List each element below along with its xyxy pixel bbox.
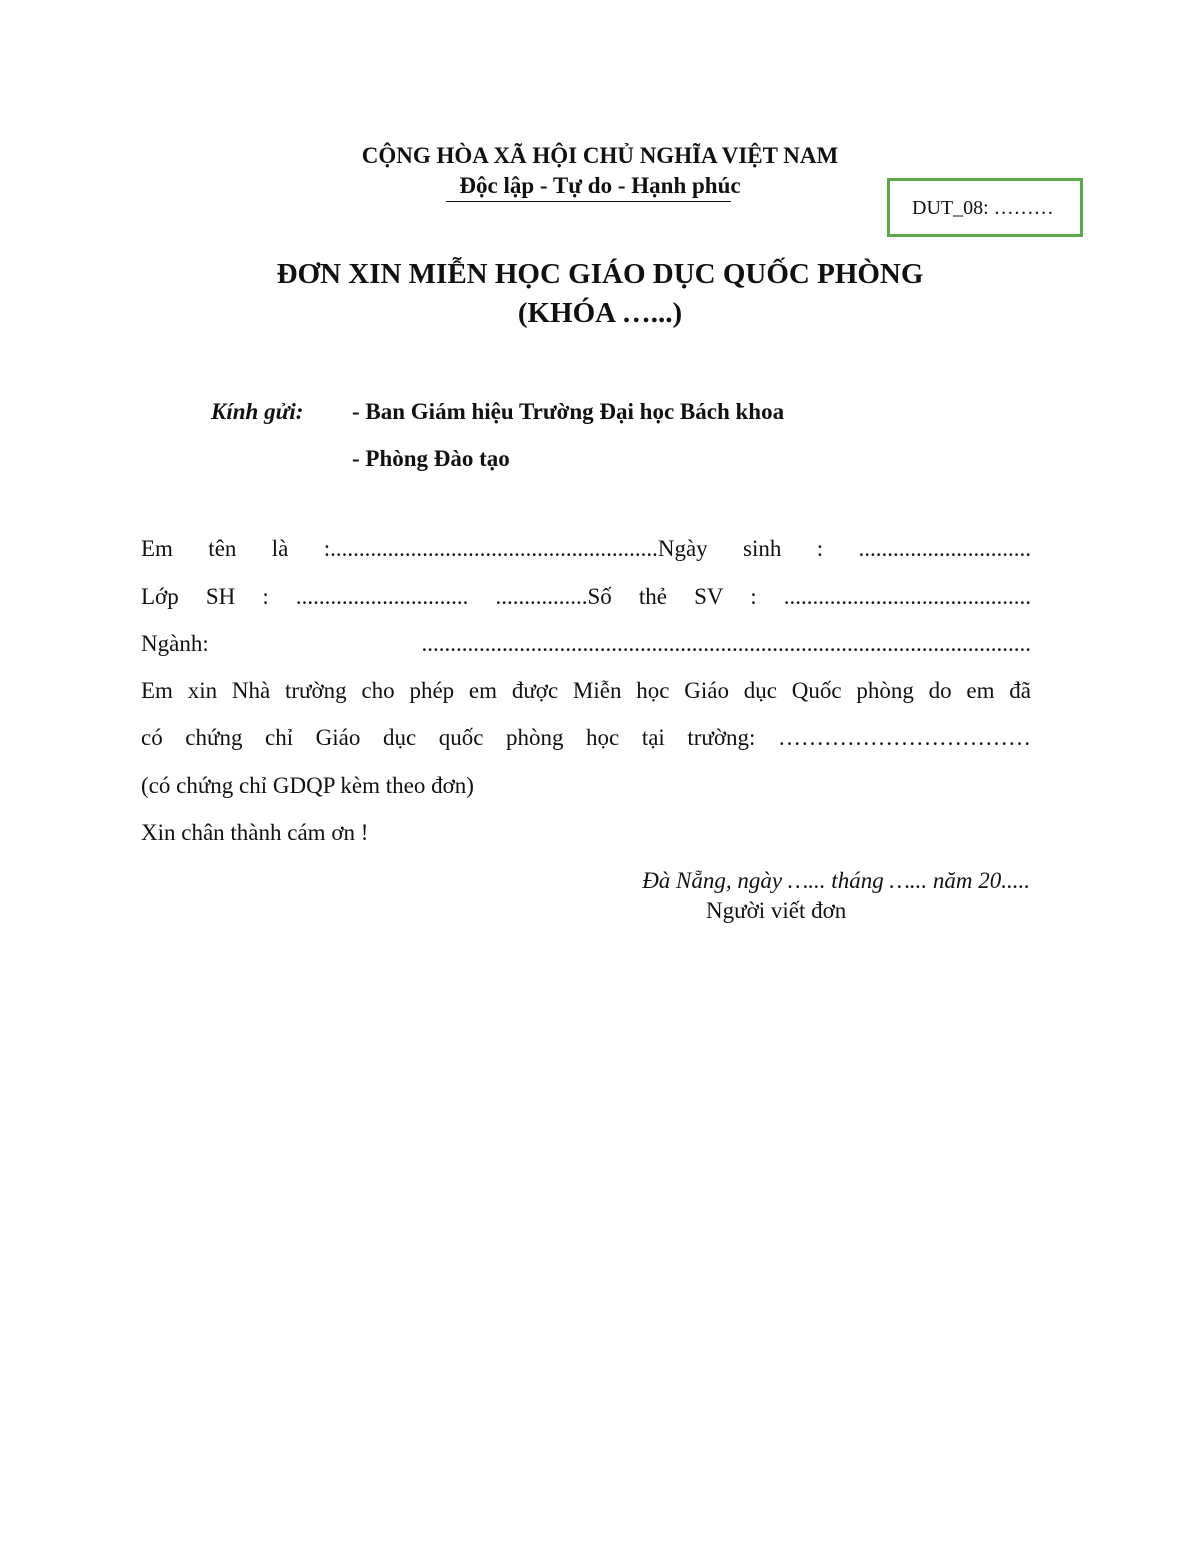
motto: Độc lập - Tự do - Hạnh phúc: [459, 173, 741, 198]
signer-label: Người viết đơn: [706, 898, 847, 923]
major-line: Ngành: ..........................................................................................................: [141, 631, 1031, 656]
document-title: ĐƠN XIN MIỄN HỌC GIÁO DỤC QUỐC PHÒNG: [276, 258, 924, 290]
national-title: CỘNG HÒA XÃ HỘI CHỦ NGHĨA VIỆT NAM: [361, 143, 839, 168]
class-student-id-line: Lớp SH : .............................. ................Số thẻ SV : ...........................................: [141, 584, 1031, 609]
recipient-item: - Ban Giám hiệu Trường Đại học Bách khoa: [352, 399, 785, 424]
attachment-note: (có chứng chỉ GDQP kèm theo đơn): [141, 773, 474, 798]
document-subtitle: (KHÓA …...): [517, 297, 683, 329]
motto-underline: [446, 201, 731, 202]
form-code-box: [887, 178, 1083, 237]
recipient-item: - Phòng Đào tạo: [352, 446, 510, 471]
request-text-continued: có chứng chỉ Giáo dục quốc phòng học tại trường: ……………………………: [141, 725, 1031, 750]
request-text: Em xin Nhà trường cho phép em được Miễn học Giáo dục Quốc phòng do em đã: [141, 678, 1031, 703]
place-and-date: Đà Nẵng, ngày …... tháng …... năm 20.....: [642, 868, 1030, 893]
recipient-label: Kính gửi:: [211, 399, 304, 424]
thanks-line: Xin chân thành cám ơn !: [141, 820, 369, 845]
name-birthdate-line: Em tên là :.........................................................Ngày sinh : ..............................: [141, 536, 1031, 561]
form-code-text: DUT_08: ………: [912, 197, 1054, 219]
